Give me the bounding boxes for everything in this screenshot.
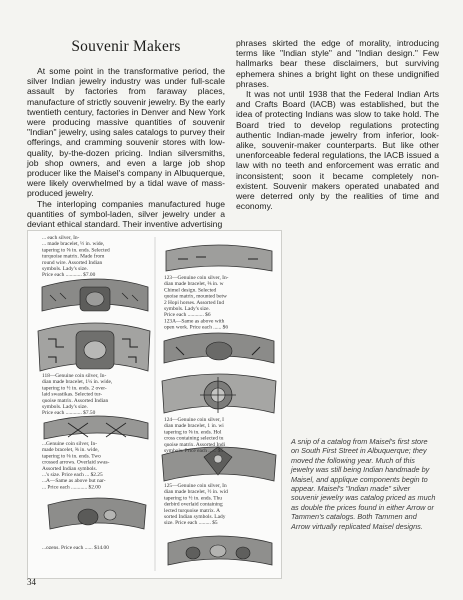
catalog-left-entry-0-line-2: tapering to ⅝ in. ends. Selected	[42, 247, 110, 254]
left-column	[27, 38, 225, 229]
catalog-left-entry-2-line-0: ...Genuine coin silver, In-	[42, 441, 98, 447]
left-paragraph-2: The interloping companies manufactured huge quantities of symbol-laden, silver jewelry under a deviant ethical standard. Their inventive advertising	[27, 198, 225, 230]
catalog-right-entry-2-line-4: lected turquoise matrix. A	[164, 507, 220, 514]
catalog-right-entry-2-line-6: size. Price each ......... $5	[164, 520, 218, 527]
catalog-right-entry-0-line-4: 2 Hopi horses. Assorted Ind	[164, 299, 225, 306]
catalog-left-entry-0-line-1: ... made bracelet, ½ in. wide,	[42, 241, 105, 248]
catalog-left-entry-1-line-5: symbols. Lady's size.	[42, 404, 88, 410]
right-paragraph-2: It was not until 1938 that the Federal Indian Arts and Crafts Board (IACB) was established, but the idea of protecting Indians was slow to take hold. The Board tried to develop regulations protecting authentic Indian-made jewelry from inferior, look-alike, souvenir-maker counterparts. But like other unenforceable federal regulations, the IACB issued a law with no teeth and enforcement was erratic and inconsistent; soon it became completely non-existent. Souvenir makers operated unabated and were deterred only by the realities of time and economy.	[236, 89, 439, 212]
catalog-right-entry-0-line-6: Price each ............ $6	[164, 312, 211, 319]
catalog-left-entry-1-line-2: tapering to ½ in. ends. 2 over-	[42, 385, 107, 392]
catalog-left-entry-1-line-1: dian made bracelet, 1¼ in. wide,	[42, 379, 113, 386]
catalog-right-entry-0-line-3: quoise matrix, mounted betw	[164, 293, 227, 300]
catalog-right-entry-1-line-0: 124—Genuine coin silver, I	[164, 417, 224, 423]
catalog-left-entry-0-line-5: symbols. Lady's size.	[42, 266, 88, 272]
catalog-left-entry-2-line-2: tapering to ⅜ in. ends. Two	[42, 453, 101, 460]
catalog-left-entry-2-line-3: crossed arrows. Overlaid swas-	[42, 459, 110, 466]
catalog-right-entry-1-line-4: quoise matrix. Assorted Indi	[164, 441, 226, 448]
catalog-right-entry-2-line-1: dian made bracelet, ½ in. wid	[164, 489, 228, 496]
catalog-scan	[28, 231, 281, 578]
catalog-right-entry-0-line-1: dian made bracelet, ⅝ in. w	[164, 281, 224, 288]
catalog-right-entry-2-line-0: 125—Genuine coin silver, In	[164, 483, 227, 489]
catalog-left-entry-3-line-0: ...ozens. Price each ...... $14.00	[42, 545, 109, 551]
catalog-right-entry-1-line-3: cross containing selected tu	[164, 435, 224, 442]
catalog-right-entry-0-line-2: Chimel design. Selected	[164, 287, 217, 294]
catalog-left-entry-2-line-5: ...'s size. Price each ... $2.25	[42, 472, 103, 478]
bracelet-image-123	[164, 333, 274, 363]
catalog-right-entry-1-line-1: dian made bracelet, 1 in. wi	[164, 423, 224, 430]
catalog-right-entry-0-line-0: 123—Genuine coin silver, In-	[164, 275, 229, 281]
catalog-image	[27, 230, 282, 579]
page-number: 34	[27, 577, 36, 587]
bracelet-image-124	[162, 374, 276, 413]
catalog-right-entry-0-line-7: 123A—Same as above with	[164, 318, 225, 325]
catalog-left-entry-2-line-4: Assorted Indian symbols.	[42, 465, 97, 472]
catalog-left-entry-0-line-3: turquoise matrix. Made from	[42, 253, 105, 260]
catalog-left-entry-0-line-4: round wire. Assorted Indian	[42, 259, 103, 266]
catalog-left-entry-1-line-6: Price each ............ $7.50	[42, 410, 96, 417]
catalog-right-entry-2-line-5: sorted Indian symbols. Lady	[164, 514, 226, 520]
right-paragraph-1: phrases skirted the edge of morality, introducing terms like "Indian style" and "Indian design." Few hallmarks bear these disclaimers, but surviving ephemera shines a bright light on these undignified phrases.	[236, 38, 439, 89]
catalog-left-entry-2-line-7: ... Price each ............ $2.00	[42, 484, 101, 491]
catalog-right-entry-1-line-2: tapering to ⅝ in. ends. Hol	[164, 429, 222, 436]
article-title: Souvenir Makers	[71, 38, 181, 55]
catalog-right-entry-2-line-2: tapering to ½ in. ends. Thu	[164, 495, 222, 502]
catalog-right-entry-0-line-8: open work. Price each ...... $6	[164, 324, 229, 331]
catalog-right-entry-0-line-5: symbols. Lady's size.	[164, 306, 210, 312]
catalog-right-entry-1-line-5: symbols. Price each ...... $5	[164, 448, 224, 454]
bracelet-image-118	[38, 323, 150, 371]
catalog-left-entry-2-line-1: made bracelet, ⅝ in. wide,	[42, 447, 99, 454]
catalog-left-entry-1-line-0: 118—Genuine coin silver, In-	[42, 373, 107, 379]
catalog-left-entry-1-line-3: laid swastikas. Selected tur-	[42, 391, 103, 398]
catalog-left-entry-0-line-0: ... each silver, In-	[42, 235, 80, 241]
catalog-left-entry-0-line-6: Price each ............ $7.00	[42, 272, 96, 279]
catalog-left-entry-1-line-4: quoise matrix. Assorted Indian	[42, 397, 109, 404]
image-caption: A snip of a catalog from Maisel's first store on South First Street in Albuquerque; they moved the following year. Much of this jewelry was still being Indian handmade by Maisel, and applique components begin to appear. Maisel's "Indian made" silver souvenir jewelry was catalog priced as much as double the prices found in either Arrow or Tammen's catalogs. Both Tammen and Arrow virtually replicated Maisel designs.	[291, 437, 436, 531]
left-paragraph-1: At some point in the transformative period, the silver Indian jewelry industry was under full-scale assault by factories from faraway places, manufacture of strictly souvenir jewelry. By the early twentieth century, factories in Denver and New York were producing massive quantities of souvenir "Indian" jewelry, using sales catalogs to purvey their offerings, and cramming souvenir stores with low-quality, by-the-dozen pricing. Indian silversmiths, job shop owners, and even a large job shop producer like the Maisel's company in Albuquerque, were likely overwhelmed by a tidal wave of mass-produced jewelry.	[27, 66, 225, 199]
right-column	[236, 38, 439, 211]
bracelet-image-117	[42, 279, 148, 311]
catalog-left-entry-2-line-6: ...A—Same as above but nar-	[42, 478, 106, 485]
catalog-right-entry-2-line-3: derbird overlaid containing	[164, 501, 223, 508]
